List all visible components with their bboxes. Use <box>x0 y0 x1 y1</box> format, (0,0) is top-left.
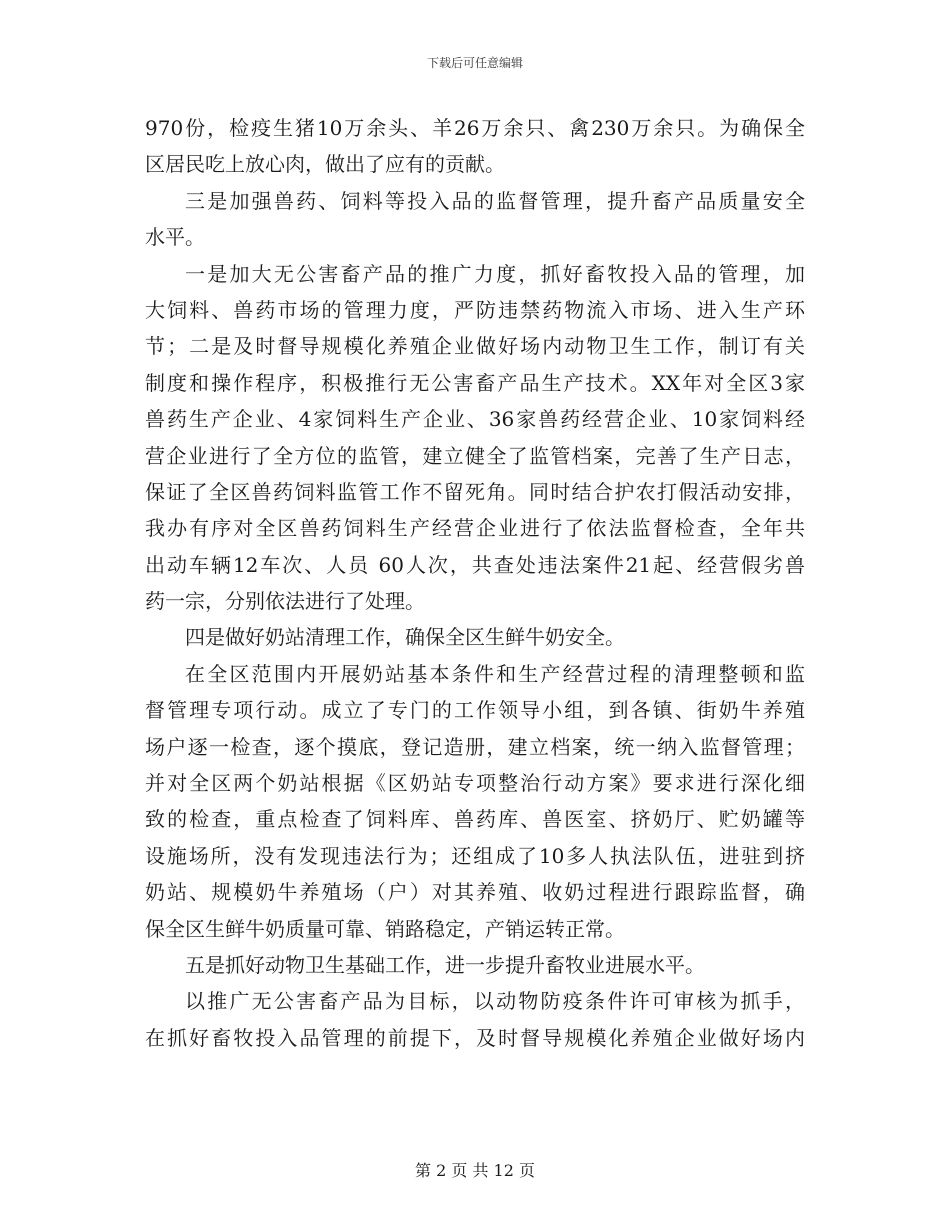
text-line: 保全区生鲜牛奶质量可靠、销路稳定，产销运转正常。 <box>145 916 625 941</box>
text-line: 大饲料、兽药市场的管理力度，严防违禁药物流入市场、进入生产环 <box>145 297 805 322</box>
text-line: 设施场所，没有发现违法行为；还组成了10多人执法队伍，进驻到挤 <box>145 843 805 868</box>
text-line: 营企业进行了全方位的监管，建立健全了监管档案，完善了生产日志， <box>145 443 805 468</box>
text-line: 场户逐一检查，逐个摸底，登记造册，建立档案，统一纳入监督管理； <box>145 734 805 759</box>
text-line: 并对全区两个奶站根据《区奶站专项整治行动方案》要求进行深化细 <box>145 771 805 796</box>
text-line: 三是加强兽药、饲料等投入品的监督管理，提升畜产品质量安全 <box>185 188 805 213</box>
text-line: 四是做好奶站清理工作，确保全区生鲜牛奶安全。 <box>185 625 625 650</box>
text-line: 水平。 <box>145 225 205 250</box>
text-line: 以推广无公害畜产品为目标，以动物防疫条件许可审核为抓手， <box>185 989 805 1014</box>
text-line: 兽药生产企业、4家饲料生产企业、36家兽药经营企业、10家饲料经 <box>145 407 805 432</box>
text-line: 970份，检疫生猪10万余头、羊26万余只、禽230万余只。为确保全 <box>145 116 805 140</box>
text-line: 区居民吃上放心肉，做出了应有的贡献。 <box>145 152 505 177</box>
text-line: 督管理专项行动。成立了专门的工作领导小组，到各镇、街奶牛养殖 <box>145 698 805 723</box>
text-line: 致的检查，重点检查了饲料库、兽药库、兽医室、挤奶厅、贮奶罐等 <box>145 807 805 832</box>
document-body <box>145 110 805 1056</box>
text-line: 奶站、规模奶牛养殖场（户）对其养殖、收奶过程进行跟踪监督，确 <box>145 880 805 905</box>
text-line: 节；二是及时督导规模化养殖企业做好场内动物卫生工作，制订有关 <box>145 334 805 359</box>
text-line: 在全区范围内开展奶站基本条件和生产经营过程的清理整顿和监 <box>185 661 805 686</box>
text-line: 在抓好畜牧投入品管理的前提下，及时督导规模化养殖企业做好场内 <box>145 1025 805 1050</box>
text-line: 药一宗，分别依法进行了处理。 <box>145 589 425 614</box>
text-line: 保证了全区兽药饲料监管工作不留死角。同时结合护农打假活动安排， <box>145 479 805 504</box>
text-line: 我办有序对全区兽药饲料生产经营企业进行了依法监督检查，全年共 <box>145 516 805 541</box>
text-line: 一是加大无公害畜产品的推广力度，抓好畜牧投入品的管理，加 <box>185 261 805 286</box>
text-line: 出动车辆12车次、人员 60人次，共查处违法案件21起、经营假劣兽 <box>145 552 805 577</box>
text-line: 制度和操作程序，积极推行无公害畜产品生产技术。XX年对全区3家 <box>145 370 805 395</box>
page-number: 第 2 页 共 12 页 <box>415 1161 535 1180</box>
page-header-note: 下载后可任意编辑 <box>426 56 523 70</box>
text-line: 五是抓好动物卫生基础工作，进一步提升畜牧业进展水平。 <box>185 952 705 977</box>
